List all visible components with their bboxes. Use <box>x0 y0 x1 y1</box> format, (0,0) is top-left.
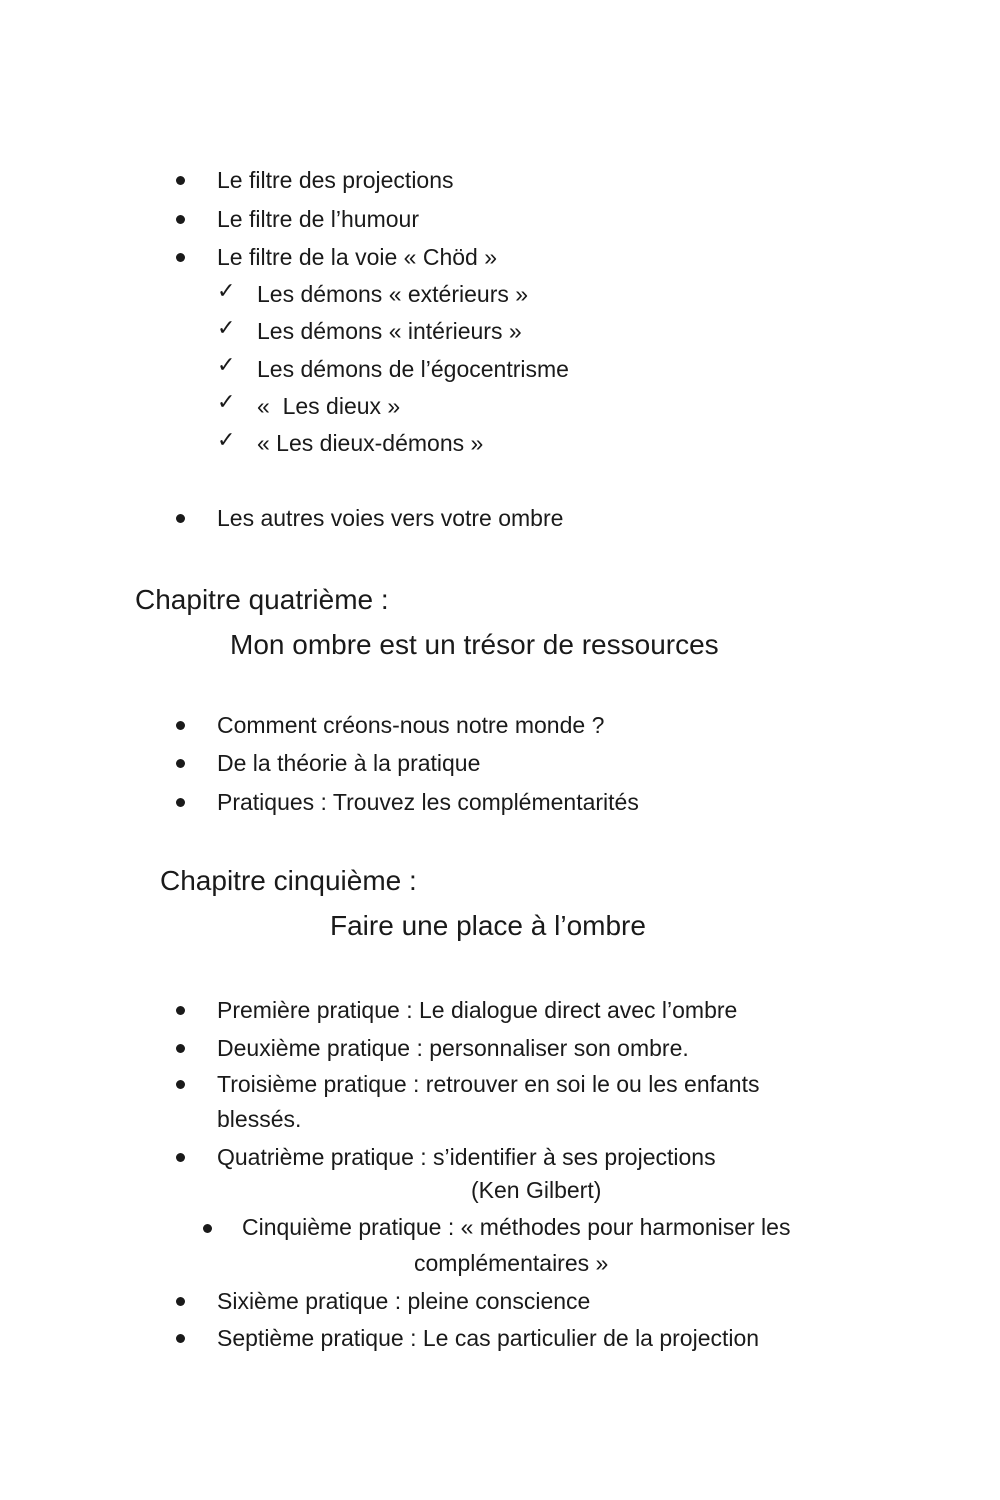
list-item: Quatrième pratique : s’identifier à ses projections <box>217 1144 716 1170</box>
list-item: Le filtre des projections <box>217 167 454 193</box>
chapter-label: Chapitre cinquième : <box>160 865 417 896</box>
bullet-icon <box>176 514 185 523</box>
list-item: Deuxième pratique : personnaliser son ombre. <box>217 1035 689 1061</box>
list-item-continuation: complémentaires » <box>414 1250 609 1276</box>
bullet-icon <box>176 1006 185 1015</box>
bullet-icon <box>176 1297 185 1306</box>
chapter-label: Chapitre quatrième : <box>135 584 389 615</box>
list-item: De la théorie à la pratique <box>217 750 481 776</box>
checkmark-icon: ✓ <box>217 390 236 415</box>
list-item: Septième pratique : Le cas particulier de la projection <box>217 1325 760 1351</box>
bullet-icon <box>176 759 185 768</box>
list-item: Le filtre de la voie « Chöd » <box>217 244 498 270</box>
list-item-continuation: (Ken Gilbert) <box>471 1177 602 1203</box>
list-item: Première pratique : Le dialogue direct avec l’ombre <box>217 997 738 1023</box>
list-item: Le filtre de l’humour <box>217 206 419 232</box>
list-item: Cinquième pratique : « méthodes pour harmoniser les <box>242 1214 791 1240</box>
list-item: Les autres voies vers votre ombre <box>217 505 564 531</box>
bullet-icon <box>176 798 185 807</box>
list-item: Comment créons-nous notre monde ? <box>217 712 605 738</box>
chapter-title: Faire une place à l’ombre <box>330 910 646 941</box>
bullet-icon <box>176 1080 185 1089</box>
bullet-icon <box>176 176 185 185</box>
checkmark-icon: ✓ <box>217 279 236 304</box>
list-item: Troisième pratique : retrouver en soi le ou les enfants <box>217 1071 760 1097</box>
checkmark-icon: ✓ <box>217 353 236 378</box>
chapter-title: Mon ombre est un trésor de ressources <box>230 629 719 660</box>
sub-list-item: « Les dieux » <box>257 393 401 419</box>
checkmark-icon: ✓ <box>217 428 236 453</box>
bullet-icon <box>176 1153 185 1162</box>
bullet-icon <box>203 1224 212 1233</box>
bullet-icon <box>176 215 185 224</box>
sub-list-item: Les démons de l’égocentrisme <box>257 356 569 382</box>
list-item: Sixième pratique : pleine conscience <box>217 1288 591 1314</box>
checkmark-icon: ✓ <box>217 316 236 341</box>
bullet-icon <box>176 1044 185 1053</box>
list-item-continuation: blessés. <box>217 1106 302 1132</box>
bullet-icon <box>176 1334 185 1343</box>
bullet-icon <box>176 721 185 730</box>
sub-list-item: Les démons « extérieurs » <box>257 281 529 307</box>
list-item: Pratiques : Trouvez les complémentarités <box>217 789 639 815</box>
sub-list-item: « Les dieux-démons » <box>257 430 484 456</box>
sub-list-item: Les démons « intérieurs » <box>257 318 522 344</box>
bullet-icon <box>176 253 185 262</box>
